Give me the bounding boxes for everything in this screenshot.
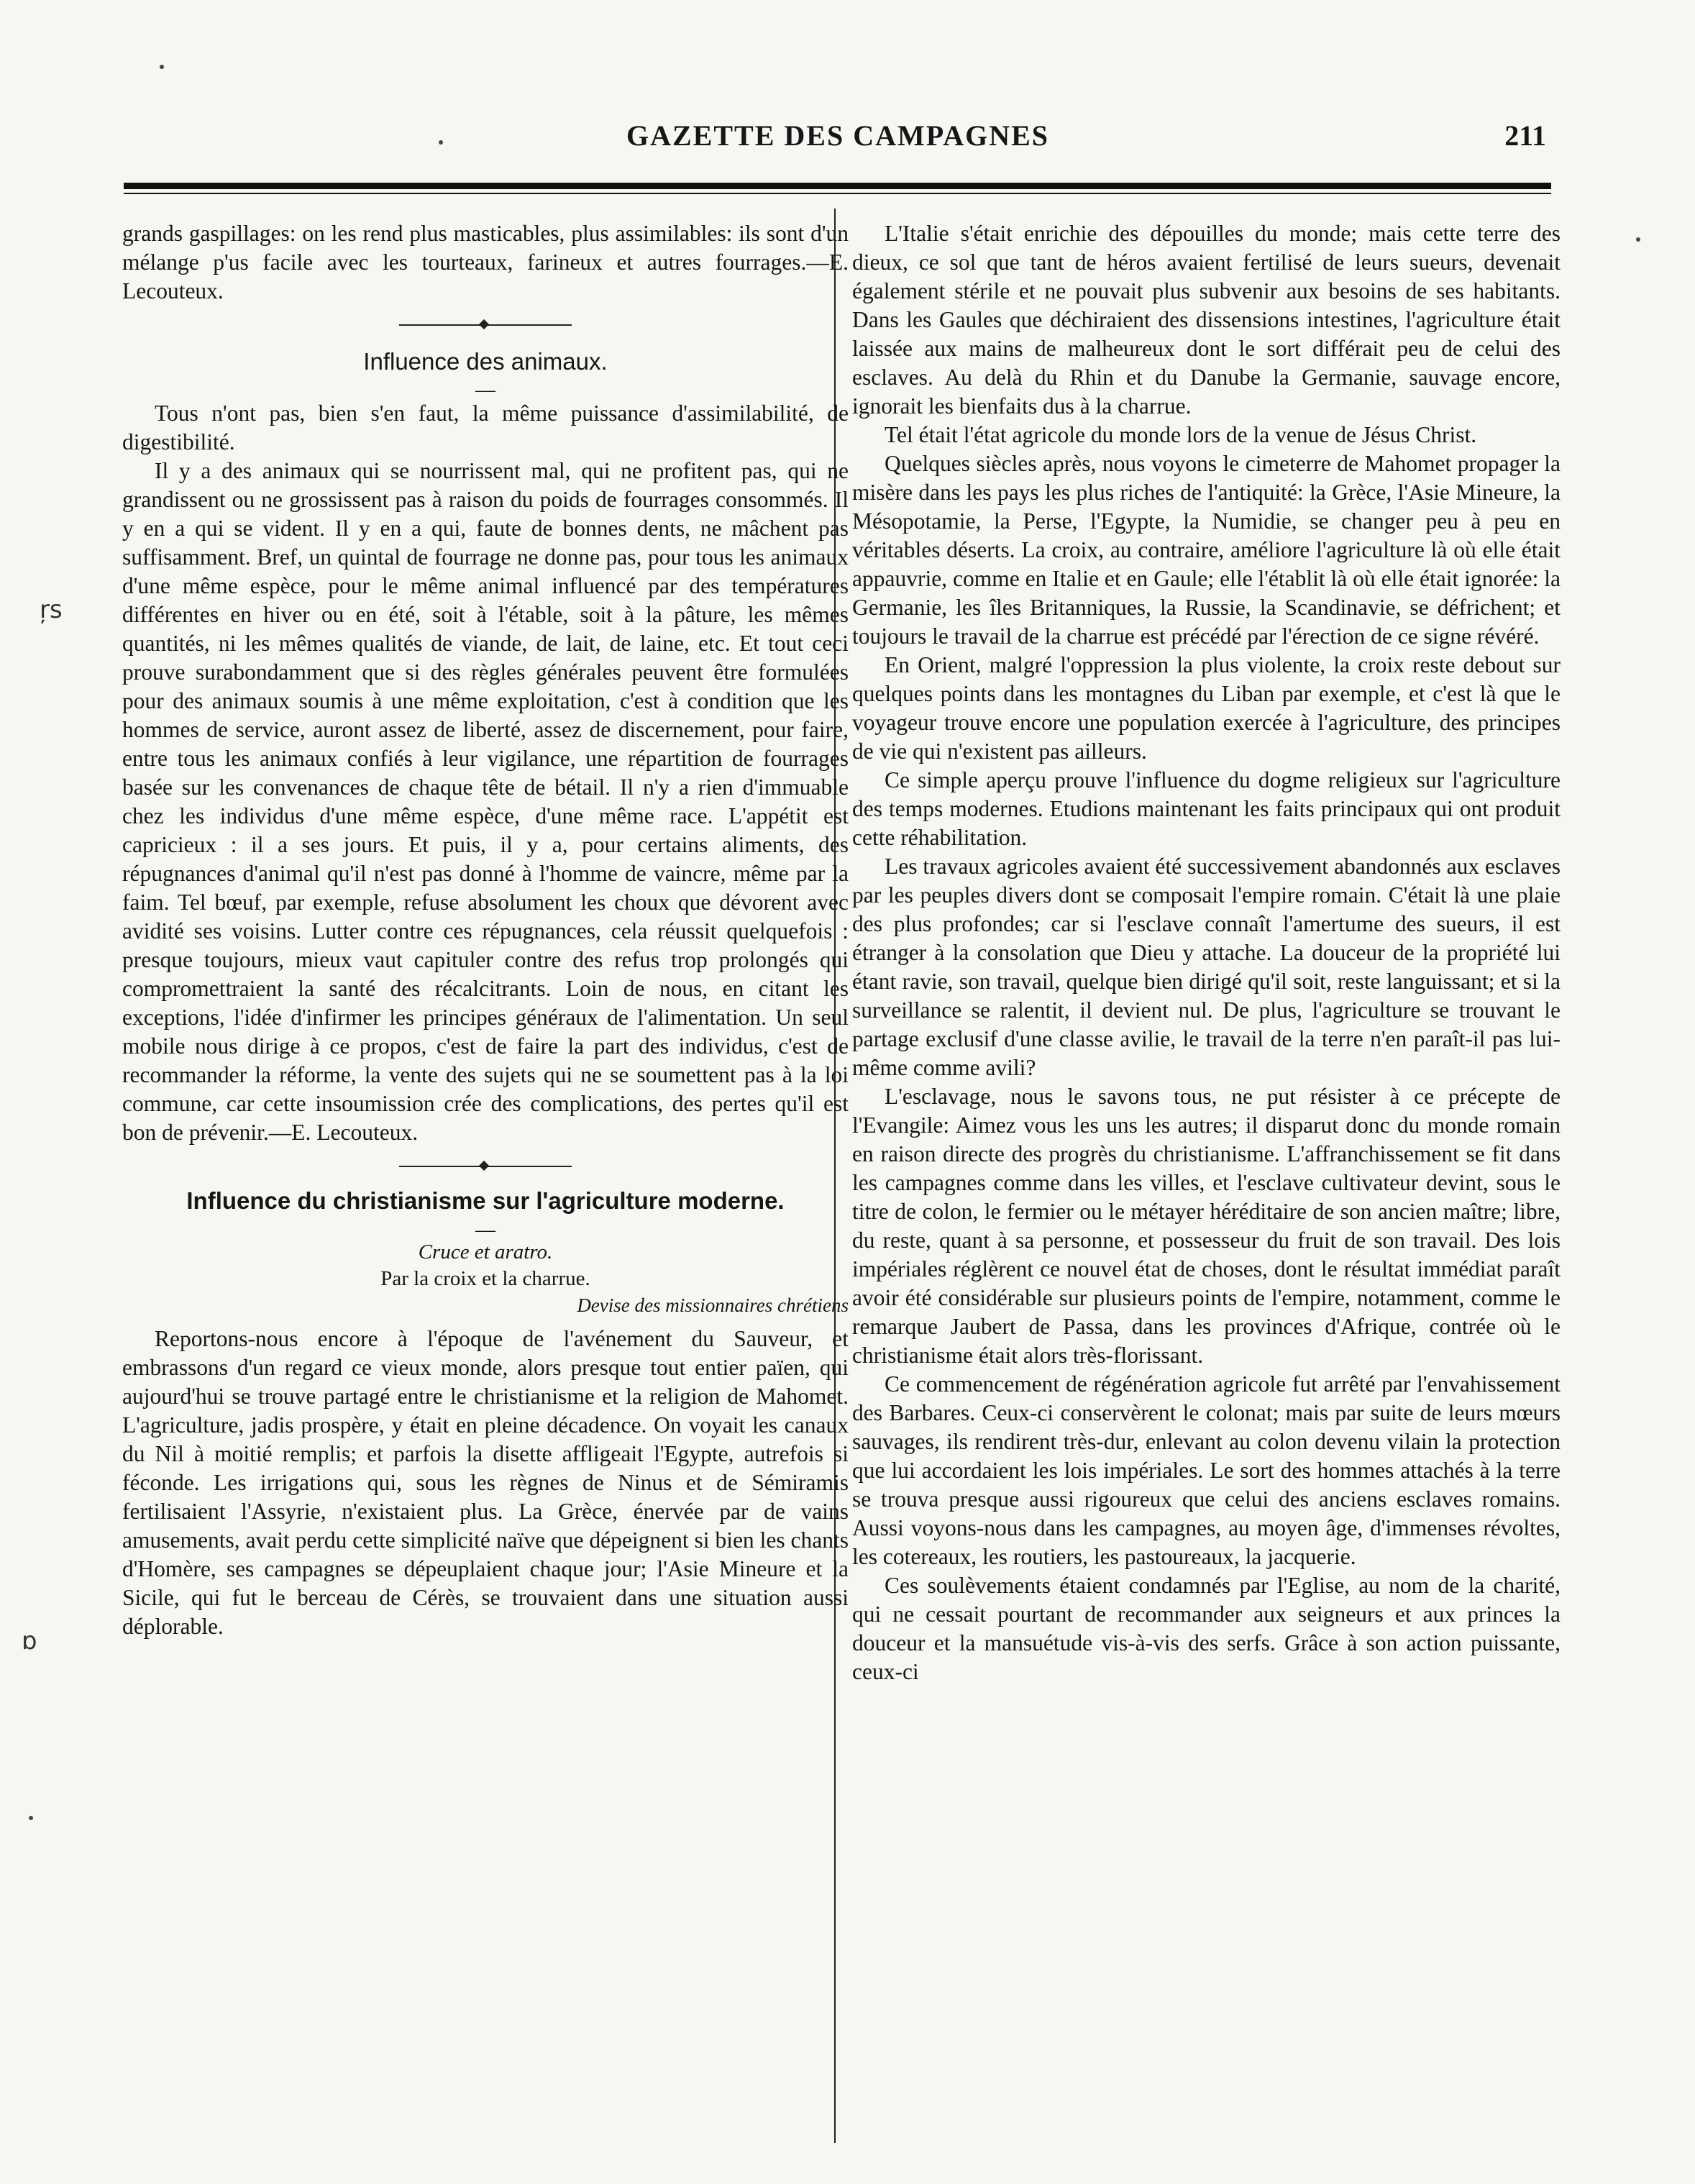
intro-paragraph: grands gaspillages: on les rend plus masticables, plus assimilables: ils sont d'un mélange p'us facile avec les tourteaux, farineux et autres fourrages.—E. Lecouteux.: [122, 221, 849, 303]
paragraph: En Orient, malgré l'oppression la plus violente, la croix reste debout sur quelques points dans les montagnes du Liban par exemple, et c'est là que le voyageur trouve encore une population exercée à l'agriculture, des principes de vie qui n'existent pas ailleurs.: [852, 652, 1561, 764]
section-title-animaux: Influence des animaux.: [363, 348, 608, 375]
title-dash: —: [475, 1219, 495, 1241]
paragraph: Ces soulèvements étaient condamnés par l'Eglise, au nom de la charité, qui ne cessait pourtant de recommander aux seigneurs et aux princes la douceur et la mansuétude vis-à-vis des serfs. Grâce à son action puissante, ceux-ci: [852, 1573, 1561, 1684]
paragraph: Ce simple aperçu prouve l'influence du dogme religieux sur l'agriculture des temps modernes. Etudions maintenant les faits principaux qui ont produit cette réhabilitation.: [852, 767, 1561, 850]
section-title-christianisme: Influence du christianisme sur l'agriculture moderne.: [186, 1187, 785, 1214]
paragraph: Il y a des animaux qui se nourrissent mal, qui ne profitent pas, qui ne grandissent ou ne grossissent pas à raison du poids de fourrages consommés. Il y en a qui se vident. Il y en a qui, faute de bonnes dents, ne mâchent pas suffisamment. Bref, un quintal de fourrage ne donne pas, pour tous les animaux d'une même espèce, pour le même animal influencé par des températures différentes en hiver ou en été, soit à l'étable, soit à la pâture, les mêmes quantités, ni les mêmes qualités de viande, de lait, de laine, etc. Et tout ceci prouve surabondamment que si des règles générales peuvent être formulées pour des animaux soumis à une même exploitation, c'est à condition que les hommes de service, auront assez de liberté, assez de discernement, pour faire, entre tous les animaux confiés à leur vigilance, une répartition de fourrages basée sur les convenances de chaque tête de bétail. Il n'y a rien d'immuable chez les individus d'une même espèce, d'une même race. L'appétit est capricieux : il a ses jours. Et puis, il y a, pour certains aliments, des répugnances d'animal qu'il n'est pas donné à l'homme de vaincre, même par la faim. Tel bœuf, par exemple, refuse absolument les choux que dévorent avec avidité ses voisins. Lutter contre ces répugnances, cela réussit quelquefois : presque toujours, mieux vaut capituler contre des refus trop prolongés qui compromettraient la santé des récalcitrants. Loin de nous, en citant les exceptions, l'idée d'infirmer les principes généraux de l'alimentation. Un seul mobile nous dirige à ce propos, c'est de faire la part des individus, c'est de recommander la réforme, la vente des sujets qui ne se soumettent pas à la loi commune, car cette insoumission crée des complications, des pertes qu'il est bon de prévenir.—E. Lecouteux.: [122, 458, 849, 1145]
paragraph: Quelques siècles après, nous voyons le cimeterre de Mahomet propager la misère dans les pays les plus riches de l'antiquité: la Grèce, l'Asie Mineure, la Mésopotamie, la Perse, l'Egypte, la Numidie, se changer peu à peu en véritables déserts. La croix, au contraire, améliore l'agriculture là où elle était appauvrie, comme en Italie et en Gaule; elle l'établit là où elle était ignorée: la Germanie, les îles Britanniques, la Russie, la Scandinavie, se défrichent; et toujours le travail de la charrue est précédé par l'érection de ce signe révéré.: [852, 451, 1561, 649]
paper-speck: [439, 140, 443, 145]
page-header: [122, 119, 1553, 162]
page-number: 211: [1504, 119, 1546, 152]
epigraph-latin: Cruce et aratro.: [418, 1241, 553, 1264]
section-divider: [399, 1166, 572, 1167]
right-column: [852, 219, 1561, 1686]
left-column: [122, 219, 849, 1641]
paragraph: Les travaux agricoles avaient été successivement abandonnés aux esclaves par les peuples divers dont se composait l'empire romain. C'était là une plaie des plus profondes; car si l'esclave connaît l'amertume des sueurs, il est étranger à la consolation que Dieu y attache. La douceur de la propriété lui étant ravie, son travail, quelque bien dirigé qu'il soit, reste languissant; et si la surveillance se ralentit, il devient nul. De plus, l'agriculture se trouvant le partage exclusif d'une classe avilie, le travail de la terre n'en paraît-il pas lui-même comme avili?: [852, 854, 1561, 1080]
paragraph: Ce commencement de régénération agricole fut arrêté par l'envahissement des Barbares. Ceux-ci conservèrent le colonat; mais par suite de leurs mœurs sauvages, ils rendirent très-dur, enlevant au colon devenu vilain la protection que lui accordaient les lois impériales. Le sort des hommes attachés à la terre se trouva presque aussi rigoureux que celui des anciens esclaves romains. Aussi voyons-nous dans les campagnes, au moyen âge, d'immenses révoltes, les cotereaux, les routiers, les pastoureaux, la jacquerie.: [852, 1371, 1561, 1569]
newspaper-title: GAZETTE DES CAMPAGNES: [626, 119, 1049, 152]
epigraph-source: Devise des missionnaires chrétiens: [577, 1294, 849, 1316]
paragraph: Reportons-nous encore à l'époque de l'avénement du Sauveur, et embrassons d'un regard ce vieux monde, alors presque tout entier païen, qui aujourd'hui se trouve partagé entre le christianisme et la religion de Mahomet. L'agriculture, jadis prospère, y était en pleine décadence. On voyait les canaux du Nil à moitié remplis; et parfois la disette affligeait l'Egypte, autrefois si féconde. Les irrigations qui, sous les règnes de Ninus et de Sémiramis fertilisaient l'Assyrie, n'existaient plus. La Grèce, énervée par de vains amusements, avait perdu cette simplicité naïve que dépeignent si bien les chants d'Homère, ses campagnes se dépeuplaient chaque jour; l'Asie Mineure et la Sicile, qui fut le berceau de Cérès, se trouvaient dans une situation aussi déplorable.: [122, 1326, 849, 1639]
header-rule-thick: [124, 183, 1551, 189]
margin-annotation-1: ŗs: [40, 595, 63, 624]
header-rule-thin: [124, 193, 1551, 194]
section-divider: [399, 324, 572, 326]
paper-speck: [29, 1816, 33, 1820]
paragraph: Tous n'ont pas, bien s'en faut, la même puissance d'assimilabilité, de digestibilité.: [122, 401, 849, 454]
margin-annotation-2: ɒ: [22, 1627, 37, 1655]
paragraph: L'Italie s'était enrichie des dépouilles du monde; mais cette terre des dieux, ce sol que tant de héros avaient fertilisé de leurs sueurs, devenait également stérile et ne pouvait plus subvenir aux besoins de ses habitants. Dans les Gaules que déchiraient des dissensions intestines, l'agriculture était laissée aux mains de malheureux dont le sort différait peu de celui des esclaves. Au delà du Rhin et du Danube la Germanie, sauvage encore, ignorait les bienfaits dus à la charrue.: [852, 221, 1561, 419]
paper-speck: [160, 65, 164, 69]
title-dash: —: [475, 379, 495, 401]
paper-speck: [1636, 237, 1640, 242]
epigraph-french: Par la croix et la charrue.: [380, 1267, 590, 1290]
paragraph: Tel était l'état agricole du monde lors de la venue de Jésus Christ.: [885, 422, 1477, 447]
paragraph: L'esclavage, nous le savons tous, ne put résister à ce précepte de l'Evangile: Aimez vous les uns les autres; il disparut donc du monde romain en raison directe des progrès du christianisme. L'affranchissement se fit dans les campagnes comme dans les villes, et l'esclave cultivateur devint, sous le titre de colon, le fermier ou le métayer héréditaire de son ancien maître; libre, du reste, quant à sa personne, et possesseur du fruit de son travail. Des lois impériales réglèrent ce nouvel état de choses, dont le résultat immédiat paraît avoir été considérable sur plusieurs points de l'empire, notamment, comme le remarque Jaubert de Passa, dans les provinces d'Afrique, contrée où le christianisme était alors très-florissant.: [852, 1084, 1561, 1368]
